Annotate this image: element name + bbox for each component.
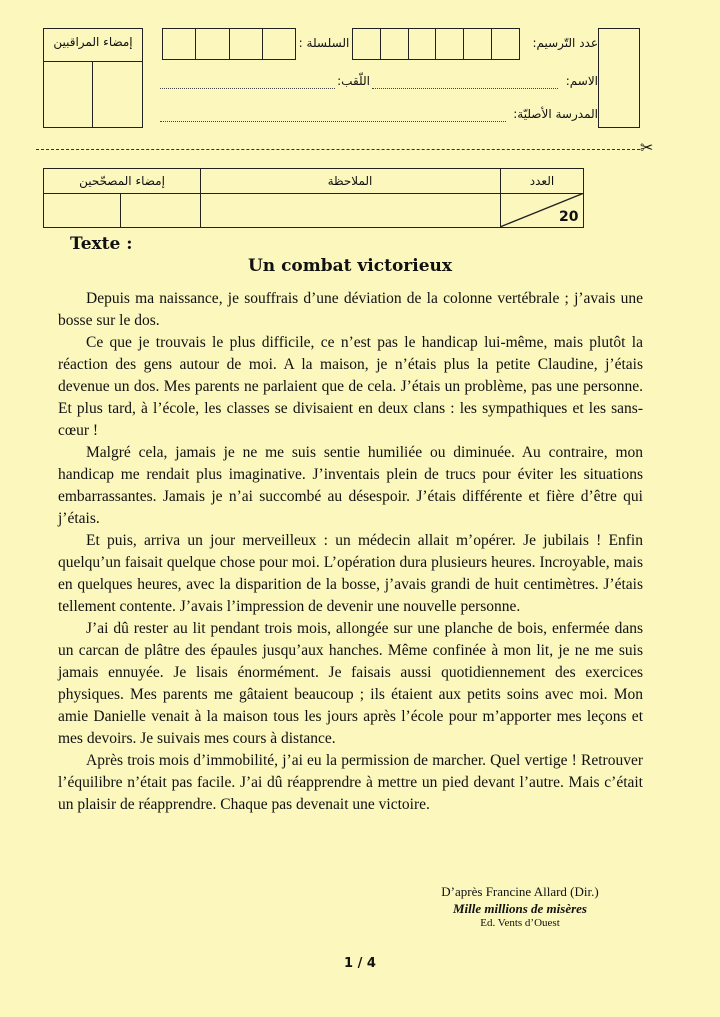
remark-label: الملاحظة (327, 174, 373, 188)
paragraph: Depuis ma naissance, je souffrais d’une déviation de la colonne vertébrale ; j’avais une bosse sur le dos. (58, 290, 643, 329)
school-field[interactable] (160, 121, 506, 122)
surname-field[interactable] (160, 88, 335, 89)
registration-label: عدد التّرسيم: (532, 36, 598, 50)
name-field[interactable] (372, 88, 558, 89)
invigilators-signature-label: إمضاء المراقبين (53, 35, 133, 49)
source-publisher: Ed. Vents d’Ouest (480, 917, 560, 929)
series-cells[interactable] (162, 28, 296, 60)
paragraph: J’ai dû rester au lit pendant trois mois, allongée sur une planche de bois, enfermée dans un carcan de plâtre des épaules jusqu’aux hanches. Même confinée à mon lit, je ne me suis jamais ennuyée. Je lisais énormément. Je faisais aussi quotidiennement des exercices physiques. Mes parents me gâtaient beaucoup ; ils étaient aux petits soins avec moi. Mon amie Danielle venait à la maison tous les jours après l’école pour m’apporter mes leçons et mes devoirs. Je suivais mes cours à distance. (58, 620, 643, 747)
paragraph: Après trois mois d’immobilité, j’ai eu la permission de marcher. Quel vertige ! Retrouver l’équilibre n’était pas facile. J’ai dû réapprendre à mettre un pied devant l’autre. Mais c’était un plaisir de réapprendre. Chaque pas devenait une victoire. (58, 752, 643, 813)
grading-table (43, 168, 584, 228)
page-number: 1 / 4 (344, 956, 376, 971)
registration-number-cells[interactable] (352, 28, 520, 60)
source-title: Mille millions de misères (453, 901, 587, 916)
source-author: D’après Francine Allard (Dir.) (441, 884, 599, 899)
correctors-signature-label: إمضاء المصحّحين (79, 174, 165, 188)
max-score: 20 (559, 209, 579, 225)
paragraph: Ce que je trouvais le plus difficile, ce n’est pas le handicap lui-même, mais plutôt la réaction des gens autour de moi. A la maison, je n’étais plus la petite Claudine, j’étais devenue un dos. Mes parents ne parlaient que de cela. J’étais un problème, pas une personne. Et plus tard, à l’école, les classes se divisaient en deux clans : les sympathiques et les sans-cœur ! (58, 334, 643, 439)
photo-box (598, 28, 640, 128)
section-label: Texte : (70, 234, 133, 254)
name-label: الاسم: (565, 74, 598, 88)
paragraph: Et puis, arriva un jour merveilleux : un médecin allait m’opérer. Je jubilais ! Enfin quelqu’un faisait quelque chose pour moi. L’opération dura plusieurs heures. Incroyable, mais en quelques heures, avec la disparition de la bosse, j’avais grandi de huit centimètres. J’étais tellement contente. J’avais l’impression de devenir une nouvelle personne. (58, 532, 643, 615)
cut-line (36, 149, 640, 150)
document-title: Un combat victorieux (247, 256, 453, 276)
invigilators-box (43, 28, 143, 128)
school-label: المدرسة الأصليّة: (513, 107, 598, 121)
paragraph: Malgré cela, jamais je ne me suis sentie humiliée ou diminuée. Au contraire, mon handicap me rendait plus imaginative. J’inventais plein de trucs pour éviter les situations embarrassantes. Jamais je n’ai succombé au désespoir. J’étais différente et fière d’être qui j’étais. (58, 444, 643, 527)
surname-label: اللّقب: (337, 74, 370, 88)
series-label: السلسلة : (298, 36, 350, 50)
scissors-icon: ✂ (640, 138, 654, 157)
document-text (58, 288, 643, 816)
score-label: العدد (529, 174, 555, 188)
